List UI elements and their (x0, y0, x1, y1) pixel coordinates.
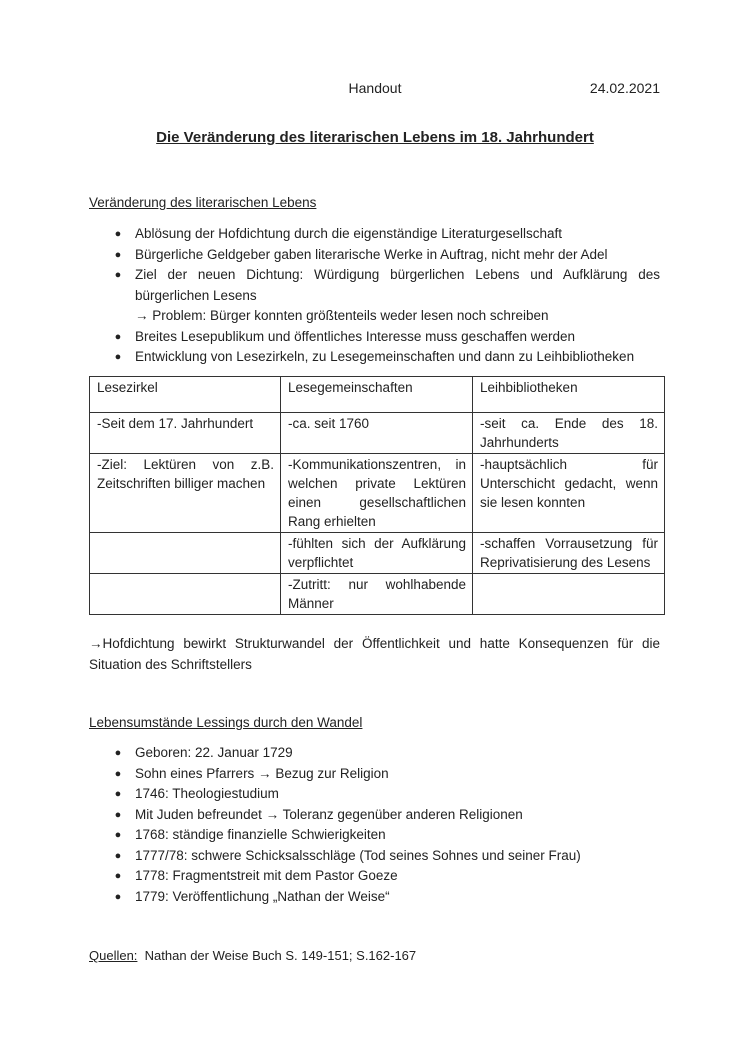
bullet-icon: ● (114, 228, 122, 240)
document-date: 24.02.2021 (589, 80, 660, 96)
table-row (90, 454, 665, 533)
list-item: ● Breites Lesepublikum und öffentliches Interesse muss geschaffen werden (112, 327, 660, 348)
table-header-row (90, 377, 665, 413)
bullet-icon: ● (114, 747, 122, 759)
list-item: ● Ablösung der Hofdichtung durch die eigenständige Literaturgesellschaft (112, 224, 660, 245)
list-item: ● Mit Juden befreundet → Toleranz gegenüber anderen Religionen (112, 805, 660, 826)
table-header-cell: Leihbibliotheken (473, 377, 665, 413)
comparison-table (89, 376, 665, 615)
bullet-icon: ● (114, 788, 122, 800)
lessing-bullet-list (112, 743, 660, 907)
list-item: ● Ziel der neuen Dichtung: Würdigung bürgerlichen Lebens und Aufklärung des bürgerlichen Lesens → Problem: Bürger konnten größtenteils weder lesen noch schreiben (112, 265, 660, 327)
list-item: ● Sohn eines Pfarrers → Bezug zur Religion (112, 764, 660, 785)
table-row (90, 533, 665, 574)
bullet-icon: ● (114, 248, 122, 261)
bullet-icon: ● (114, 351, 122, 363)
bullet-icon: ● (114, 829, 122, 841)
list-item: ● Bürgerliche Geldgeber gaben literarische Werke in Auftrag, nicht mehr der Adel (112, 245, 660, 266)
list-item: ● 1768: ständige finanzielle Schwierigkeiten (112, 825, 660, 846)
bullet-icon: ● (114, 269, 122, 281)
table-cell: -seit ca. Ende des 18. Jahrhunderts (473, 413, 665, 454)
literary-life-bullet-list (112, 224, 660, 368)
list-item: ● Entwicklung von Lesezirkeln, zu Lesegemeinschaften und dann zu Leihbibliotheken (112, 347, 660, 368)
table-cell (90, 533, 281, 574)
table-row (90, 574, 665, 615)
table-cell: -fühlten sich der Aufklärung verpflichtet (281, 533, 473, 574)
table-cell: -Seit dem 17. Jahrhundert (90, 413, 281, 454)
section-heading-lessing: Lebensumstände Lessings durch den Wandel (89, 715, 363, 730)
table-header-cell: Lesegemeinschaften (281, 377, 473, 413)
problem-note: → Problem: Bürger konnten größtenteils weder lesen noch schreiben (135, 308, 549, 323)
table-header-cell: Lesezirkel (90, 377, 281, 413)
table-cell: -Kommunikationszentren, in welchen private Lektüren einen gesellschaftlichen Rang erhielten (281, 454, 473, 533)
bullet-icon: ● (114, 330, 122, 343)
table-row (90, 413, 665, 454)
sources-line (89, 948, 416, 963)
section-heading-literary-life: Veränderung des literarischen Lebens (89, 195, 317, 210)
list-item: ● Geboren: 22. Januar 1729 (112, 743, 660, 764)
table-cell: -Zutritt: nur wohlhabende Männer (281, 574, 473, 615)
bullet-icon: ● (114, 808, 122, 821)
table-cell (90, 574, 281, 615)
list-item: ● 1746: Theologiestudium (112, 784, 660, 805)
list-item: ● 1779: Veröffentlichung „Nathan der Weise“ (112, 887, 660, 908)
bullet-icon: ● (114, 849, 122, 862)
handout-label: Handout (348, 80, 402, 96)
document-title: Die Veränderung des literarischen Lebens im 18. Jahrhundert (156, 129, 594, 146)
list-item: ● 1778: Fragmentstreit mit dem Pastor Goeze (112, 866, 660, 887)
conclusion-text: →Hofdichtung bewirkt Strukturwandel der Öffentlichkeit und hatte Konsequenzen für die Situation des Schriftstellers (89, 636, 660, 672)
sources-text: Nathan der Weise Buch S. 149-151; S.162-167 (144, 948, 417, 963)
table-cell: -schaffen Vorrausetzung für Reprivatisierung des Lesens (473, 533, 665, 574)
bullet-icon: ● (114, 870, 122, 882)
bullet-icon: ● (114, 890, 122, 903)
bullet-icon: ● (114, 767, 122, 780)
table-cell (473, 574, 665, 615)
list-item: ● 1777/78: schwere Schicksalsschläge (Tod seines Sohnes und seiner Frau) (112, 846, 660, 867)
table-cell: -ca. seit 1760 (281, 413, 473, 454)
sources-label: Quellen: (89, 948, 138, 963)
table-cell: -Ziel: Lektüren von z.B. Zeitschriften billiger machen (90, 454, 281, 533)
table-cell: -hauptsächlich für Unterschicht gedacht, wenn sie lesen konnten (473, 454, 665, 533)
